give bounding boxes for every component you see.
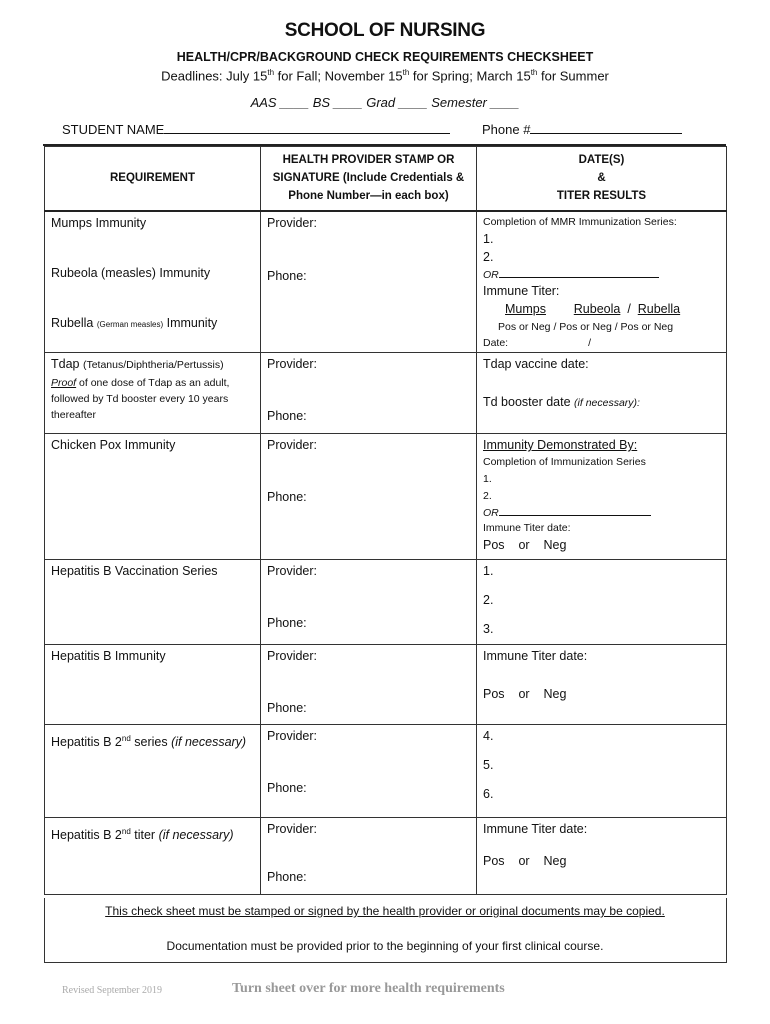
requirement-tdap [51, 357, 224, 371]
td-booster-date [483, 395, 640, 409]
provider-label: Provider: [267, 564, 318, 578]
requirement-cell [45, 818, 261, 895]
date-1: 1. [483, 564, 494, 578]
provider-cell[interactable] [261, 560, 477, 645]
immune-titer-date: Immune Titer date: [483, 649, 588, 663]
text: Date: [483, 336, 509, 349]
text: (German measles) [96, 319, 164, 329]
text: nd [121, 734, 131, 743]
text: / [627, 301, 631, 316]
table-row [45, 725, 727, 818]
text: Neg [543, 538, 567, 552]
phone-label: Phone: [267, 409, 307, 423]
text: Td booster date [483, 395, 575, 409]
tdap-booster-note: followed by Td booster every 10 years [51, 393, 229, 405]
header-requirement: REQUIREMENT [45, 147, 261, 211]
pos-neg [483, 854, 566, 868]
date-2: 2. [483, 249, 494, 264]
table-header-row [45, 147, 727, 211]
date-1: 1. [483, 473, 492, 485]
date-3: 3. [483, 622, 494, 636]
pos-neg [483, 687, 566, 701]
requirement-cell [45, 645, 261, 725]
requirement-hepb-immunity: Hepatitis B Immunity [51, 649, 166, 663]
phone-label: Phone: [267, 490, 307, 504]
phone-number-field[interactable] [482, 121, 682, 137]
header-text: HEALTH PROVIDER STAMP OR [282, 154, 455, 167]
or-text: OR [483, 507, 499, 519]
requirement-hepb-2nd-series [51, 729, 246, 752]
text: Neg [543, 687, 567, 701]
header-text: DATE(S) [578, 154, 625, 167]
revised-date: Revised September 2019 [62, 985, 162, 996]
text: (if necessary) [158, 828, 234, 843]
immune-titer-label: Immune Titer: [483, 283, 560, 298]
text: series [130, 735, 172, 750]
text: Tdap [51, 357, 83, 371]
header-text: TITER RESULTS [556, 190, 647, 203]
header-provider [261, 147, 477, 211]
program-selection[interactable]: AAS ____ BS ____ Grad ____ Semester ____ [250, 95, 520, 110]
immune-titer-date: Immune Titer date: [483, 522, 571, 534]
text: Pos [483, 538, 505, 552]
table-row [45, 560, 727, 645]
text: Hepatitis B 2 [51, 828, 122, 843]
titer-names [505, 302, 680, 316]
date-2: 2. [483, 490, 492, 502]
provider-label: Provider: [267, 649, 318, 663]
provider-cell[interactable] [261, 211, 477, 353]
provider-label: Provider: [267, 729, 318, 743]
tdap-vaccine-date: Tdap vaccine date: [483, 357, 589, 371]
dates-cell[interactable] [477, 560, 727, 645]
text: Rubella [51, 315, 97, 330]
deadlines-line [0, 68, 770, 83]
immune-titer-date: Immune Titer date: [483, 822, 588, 836]
text: Immunity [163, 315, 218, 330]
ordinal: th [402, 68, 410, 77]
text: Rubella [637, 301, 681, 316]
text: (Tetanus/Diphtheria/Pertussis) [82, 359, 224, 371]
date-6: 6. [483, 787, 494, 801]
text: of one dose of Tdap as an adult, [76, 377, 230, 389]
student-name-line[interactable] [164, 121, 450, 134]
requirement-cell [45, 434, 261, 560]
deadline-text: for Summer [537, 68, 609, 84]
tdap-proof [51, 377, 229, 389]
pos-neg [483, 538, 566, 552]
ordinal: th [267, 68, 275, 77]
requirement-chicken-pox: Chicken Pox Immunity [51, 438, 176, 452]
text: / [588, 336, 592, 349]
dates-cell[interactable] [477, 818, 727, 895]
immunity-demonstrated: Immunity Demonstrated By: [483, 438, 638, 452]
completion-text: Completion of Immunization Series [483, 456, 646, 468]
dates-cell[interactable] [477, 211, 727, 353]
text: titer [130, 828, 159, 843]
text: (if necessary) [171, 735, 247, 750]
provider-cell[interactable] [261, 725, 477, 818]
or-line [483, 268, 659, 281]
provider-label: Provider: [267, 215, 318, 230]
table-row [45, 645, 727, 725]
requirement-rubeola: Rubeola (measles) Immunity [51, 265, 211, 280]
table-row [45, 353, 727, 434]
header-text: & [597, 172, 606, 185]
date-4: 4. [483, 729, 494, 743]
dates-cell[interactable] [477, 725, 727, 818]
table-row [45, 434, 727, 560]
text: Mumps [505, 301, 546, 316]
text: Pos [483, 854, 505, 868]
requirement-hepb-series: Hepatitis B Vaccination Series [51, 564, 218, 578]
requirement-rubella [51, 316, 217, 330]
phone-label: Phone: [267, 616, 307, 630]
page-title: SCHOOL OF NURSING [284, 20, 486, 41]
header-text: SIGNATURE (Include Credentials & [272, 172, 465, 185]
phone-label: Phone: [267, 268, 307, 283]
phone-number-label: Phone # [482, 122, 531, 137]
text: nd [121, 827, 131, 836]
turn-over-note: Turn sheet over for more health requirements [232, 981, 505, 996]
pos-neg-options: Pos or Neg / Pos or Neg / Pos or Neg [498, 320, 674, 333]
text: Rubeola [573, 301, 621, 316]
dates-cell[interactable] [477, 645, 727, 725]
date-2: 2. [483, 593, 494, 607]
requirement-cell [45, 725, 261, 818]
date-5: 5. [483, 758, 494, 772]
table-row [45, 211, 727, 353]
header-dates [477, 147, 727, 211]
provider-cell[interactable] [261, 353, 477, 434]
provider-label: Provider: [267, 357, 318, 371]
text: Neg [543, 854, 567, 868]
table-row [45, 818, 727, 895]
student-name-label: STUDENT NAME [62, 122, 165, 137]
date-1: 1. [483, 231, 494, 246]
deadline-text: for Fall; November 15 [274, 68, 403, 84]
or-text: OR [483, 268, 499, 281]
footer-note-documentation: Documentation must be provided prior to the beginning of your first clinical course. [166, 939, 604, 953]
text: Pos [483, 687, 505, 701]
requirements-table [44, 146, 727, 895]
requirement-cell [45, 560, 261, 645]
page-subtitle: HEALTH/CPR/BACKGROUND CHECK REQUIREMENTS CHECKSHEET [176, 50, 594, 64]
requirement-cell [45, 353, 261, 434]
footer-note-stamped: This check sheet must be stamped or signed by the health provider or original documents may be copied. [105, 904, 665, 918]
deadline-text: Deadlines: July 15 [161, 68, 268, 84]
dates-cell[interactable] [477, 353, 727, 434]
text: Hepatitis B 2 [51, 735, 122, 750]
provider-label: Provider: [267, 438, 318, 452]
or-blank [499, 506, 651, 516]
requirement-mumps: Mumps Immunity [51, 215, 147, 230]
deadline-text: for Spring; March 15 [409, 68, 531, 84]
provider-label: Provider: [267, 822, 318, 836]
header-text: Phone Number—in each box) [288, 190, 449, 203]
requirement-cell [45, 211, 261, 353]
or-blank [499, 268, 659, 278]
text: or [518, 854, 530, 868]
provider-cell[interactable] [261, 434, 477, 560]
text: Proof [51, 377, 77, 389]
dates-cell[interactable] [477, 434, 727, 560]
phone-label: Phone: [267, 781, 307, 795]
text: (if necessary): [574, 397, 640, 409]
student-name-field[interactable] [62, 121, 450, 137]
text: or [518, 687, 530, 701]
phone-label: Phone: [267, 870, 307, 884]
tdap-thereafter: thereafter [51, 409, 96, 421]
phone-label: Phone: [267, 701, 307, 715]
ordinal: th [530, 68, 538, 77]
or-line [483, 506, 651, 519]
phone-number-line[interactable] [530, 121, 682, 134]
requirement-hepb-2nd-titer [51, 822, 234, 845]
completion-text: Completion of MMR Immunization Series: [483, 215, 677, 228]
date-line [483, 337, 591, 349]
provider-cell[interactable] [261, 645, 477, 725]
text: or [518, 538, 530, 552]
provider-cell[interactable] [261, 818, 477, 895]
